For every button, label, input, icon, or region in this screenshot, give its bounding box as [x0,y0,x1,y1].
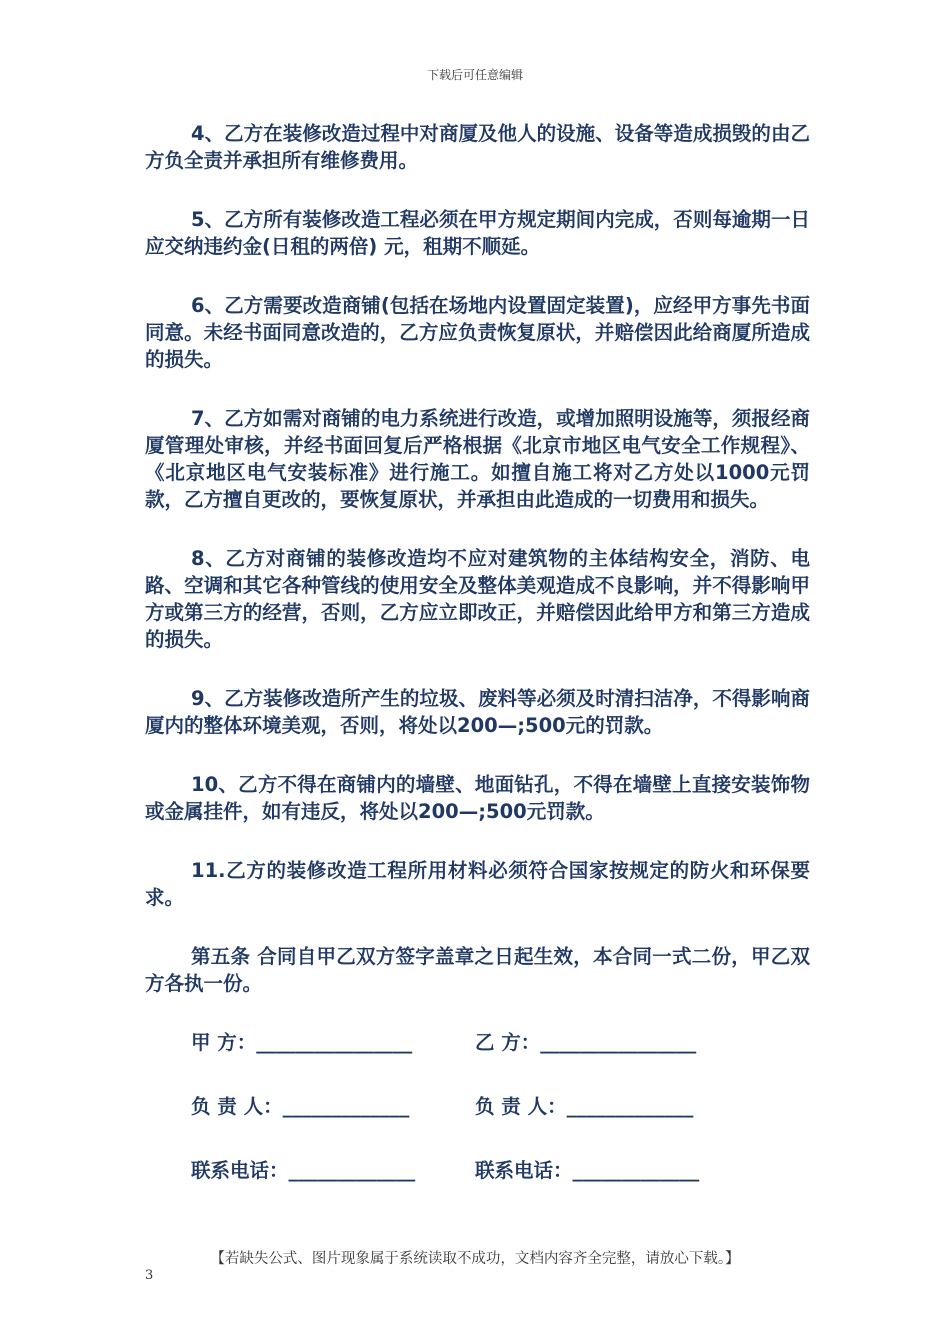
page-number: 3 [145,1268,154,1283]
document-body [145,120,810,1221]
clause-10: 10、乙方不得在商铺内的墙壁、地面钻孔，不得在墙壁上直接安装饰物或金属挂件，如有违反，将处以200—;500元罚款。 [145,773,810,823]
signature-row-person [145,1093,810,1120]
party-a-signature-line: 甲 方：________________ [191,1031,413,1054]
phone-a-signature-line: 联系电话：_____________ [191,1159,416,1182]
signature-row-phone [145,1157,810,1184]
signature-row-party [145,1029,810,1056]
clause-8: 8、乙方对商铺的装修改造均不应对建筑物的主体结构安全，消防、电路、空调和其它各种管线的使用安全及整体美观造成不良影响，并不得影响甲方或第三方的经营，否则，乙方应立即改正，并赔偿因此给甲方和第三方造成的损失。 [145,547,810,651]
party-b-signature-line: 乙 方：________________ [475,1031,697,1054]
article-5: 第五条 合同自甲乙双方签字盖章之日起生效，本合同一式二份，甲乙双方各执一份。 [145,945,810,995]
clause-5: 5、乙方所有装修改造工程必须在甲方规定期间内完成，否则每逾期一日应交纳违约金(日租的两倍) 元，租期不顺延。 [145,208,810,258]
clause-6: 6、乙方需要改造商铺(包括在场地内设置固定装置)，应经甲方事先书面同意。未经书面同意改造的，乙方应负责恢复原状，并赔偿因此给商厦所造成的损失。 [145,294,810,371]
clause-11: 11.乙方的装修改造工程所用材料必须符合国家按规定的防火和环保要求。 [145,859,810,909]
page-header: 下载后可任意编辑 [426,68,523,82]
clause-7: 7、乙方如需对商铺的电力系统进行改造，或增加照明设施等，须报经商厦管理处审核，并经书面回复后严格根据《北京市地区电气安全工作规程》、《北京地区电气安装标准》进行施工。如擅自施工将对乙方处以1000元罚款，乙方擅自更改的，要恢复原状，并承担由此造成的一切费用和损失。 [145,407,810,511]
clause-9: 9、乙方装修改造所产生的垃圾、废料等必须及时清扫洁净，不得影响商厦内的整体环境美观，否则，将处以200—;500元的罚款。 [145,687,810,737]
phone-b-signature-line: 联系电话：_____________ [475,1159,700,1182]
footer-note: 【若缺失公式、图片现象属于系统读取不成功，文档内容齐全完整，请放心下载。】 [210,1251,740,1267]
person-b-signature-line: 负 责 人：_____________ [475,1095,694,1118]
clause-4: 4、乙方在装修改造过程中对商厦及他人的设施、设备等造成损毁的由乙方负全责并承担所有维修费用。 [145,122,810,172]
person-a-signature-line: 负 责 人：_____________ [191,1095,410,1118]
